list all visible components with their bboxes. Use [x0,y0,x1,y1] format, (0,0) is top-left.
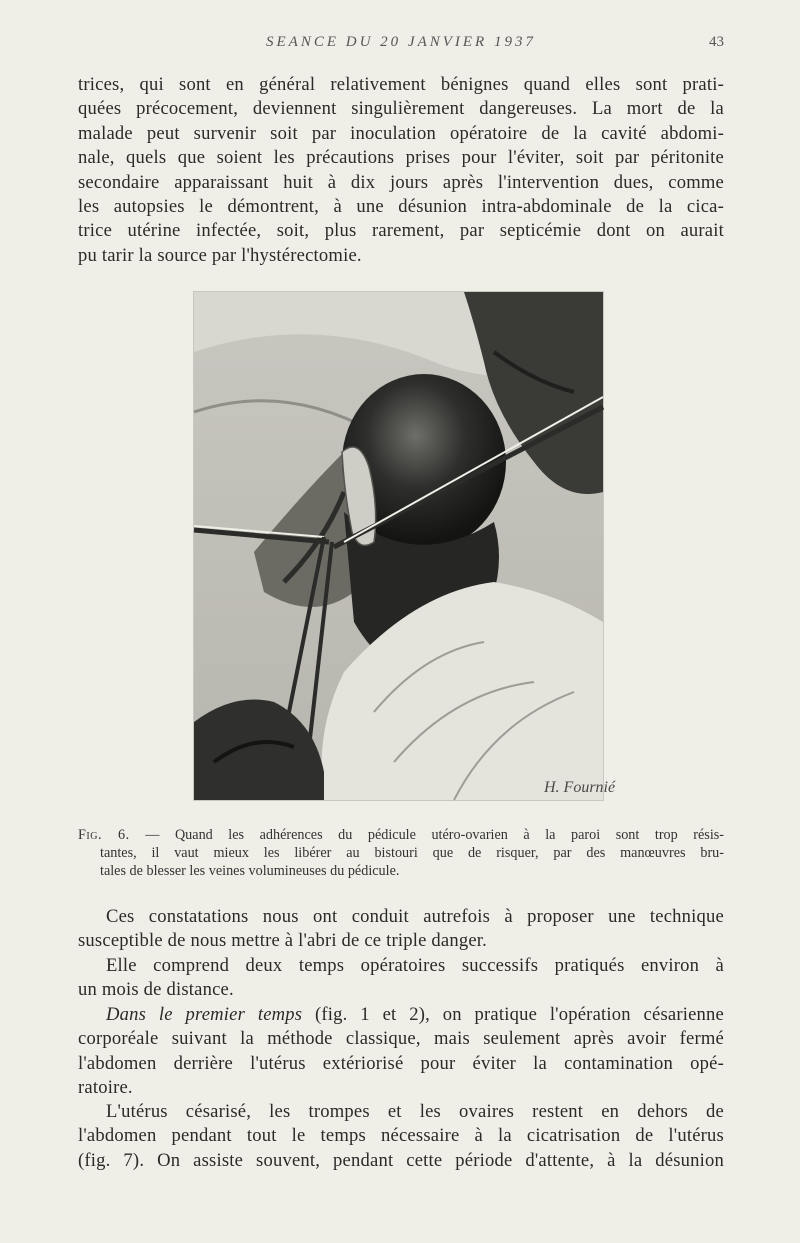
text-line: secondaire apparaissant huit à dix jours après l'intervention dues, comme [78,171,724,193]
text-line: trices, qui sont en général relativement bénignes quand elles sont prati- [78,74,724,95]
text-line: L'utérus césarisé, les trompes et les ovaires restent en dehors de [106,1101,724,1122]
text-line: malade peut survenir soit par inoculation opératoire de la cavité abdomi- [78,122,724,144]
caption-line [78,826,724,844]
text-line: ratoire. [78,1077,133,1099]
paragraph-5 [78,1100,724,1173]
text-line: nale, quels que soient les précautions prises pour l'éviter, soit par péritonite [78,147,724,169]
paragraph-4 [78,1003,724,1101]
figure-caption [78,826,724,880]
running-title: SEANCE DU 20 JANVIER 1937 [266,34,536,50]
artist-signature: H. Fournié [544,779,616,796]
paragraph-2 [78,905,724,954]
text-line: les autopsies le démontrent, à une désunion intra-abdominale de la cica- [78,195,724,217]
text-line: pu tarir la source par l'hystérectomie. [78,244,362,266]
caption-line: tales de blesser les veines volumineuses du pédicule. [100,863,400,879]
surgical-illustration [193,291,616,801]
line-rest: (fig. 1 et 2), on pratique l'opération césarienne [302,1004,724,1025]
caption-text: — Quand les adhérences du pédicule utéro-ovarien à la paroi sont trop résis- [145,827,725,843]
paragraph-3 [78,954,724,1003]
text-line: l'abdomen pendant tout le temps nécessaire à la cicatrisation de l'utérus [78,1125,724,1147]
paragraph-1 [78,73,724,268]
text-line: quées précocement, deviennent singulièrement dangereuses. La mort de la [78,98,724,120]
text-line [78,1003,724,1027]
caption-line: tantes, il vaut mieux les libérer au bistouri que de risquer, par des manœuvres bru- [100,845,724,861]
text-line: Ces constatations nous ont conduit autrefois à proposer une technique [106,906,724,927]
text-line: corporéale suivant la méthode classique, mais seulement après avoir fermé [78,1028,724,1050]
page-number: 43 [709,34,724,50]
figure-label: Fig. 6. [78,827,130,843]
text-line: susceptible de nous mettre à l'abri de ce triple danger. [78,930,488,952]
text-line: un mois de distance. [78,979,234,1001]
text-line: (fig. 7). On assiste souvent, pendant cette période d'attente, à la désunion [78,1149,724,1171]
running-header [78,34,724,56]
italic-lead: Dans le premier temps [106,1004,303,1025]
text-line: Elle comprend deux temps opératoires successifs pratiqués environ à [106,955,724,976]
text-line: l'abdomen derrière l'utérus extériorisé pour éviter la contamination opé- [78,1052,724,1074]
text-line: trice utérine infectée, soit, plus rarement, par septicémie dont on aurait [78,220,724,242]
